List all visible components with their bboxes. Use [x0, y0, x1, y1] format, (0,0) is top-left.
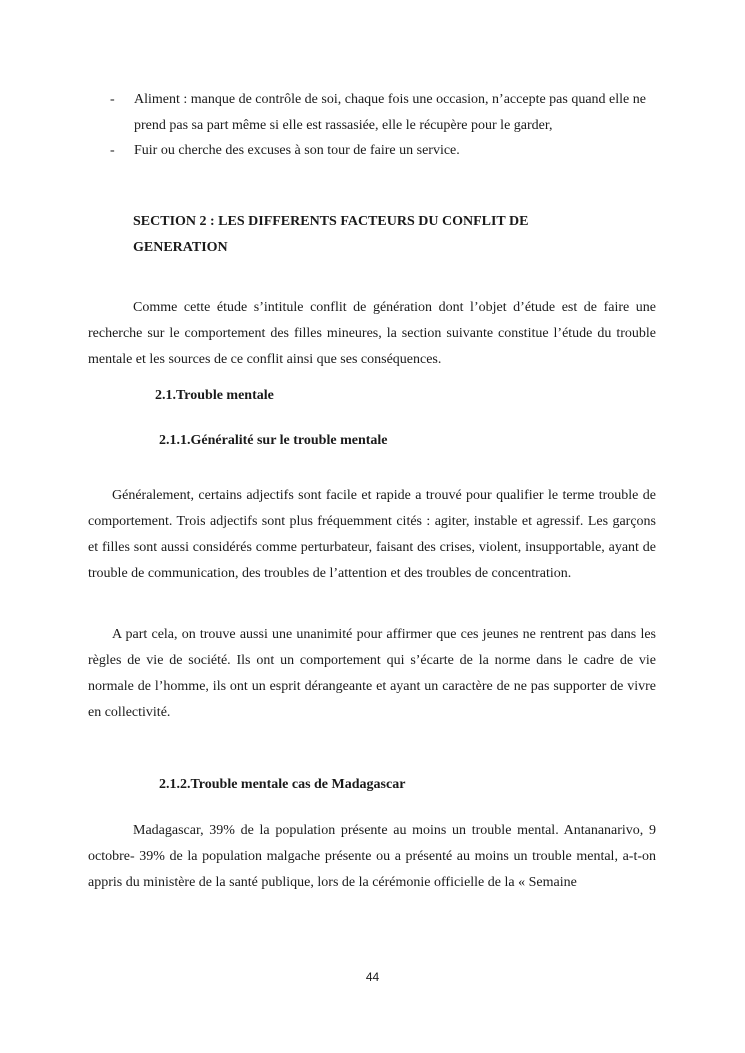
subsection-heading-2-1-2	[159, 772, 405, 798]
heading-number: 2.1.2.	[159, 777, 191, 792]
section-heading-line1: SECTION 2 : LES DIFFERENTS FACTEURS DU CONFLIT DE	[133, 214, 529, 229]
paragraph-generalite: Généralement, certains adjectifs sont facile et rapide a trouvé pour qualifier le terme trouble de comportement. Trois adjectifs sont plus fréquemment cités : agiter, instable et agressif. Les garçons et filles sont aussi considérés comme perturbateur, faisant des crises, violent, insupportable, ayant de trouble de communication, des troubles de l’attention et des troubles de concentration.	[88, 488, 656, 581]
paragraph-madagascar: Madagascar, 39% de la population présente au moins un trouble mental. Antananarivo, 9 octobre- 39% de la population malgache présente ou a présenté au moins un trouble mental, a-t-on appris du ministère de la santé publique, lors de la cérémonie officielle de la « Semaine	[88, 823, 656, 890]
heading-title: Trouble mentale cas de Madagascar	[190, 777, 406, 792]
subsection-heading-2-1: 2.1.Trouble mentale	[155, 388, 274, 403]
bullet-dash: -	[110, 143, 115, 158]
bullet-dash: -	[110, 92, 115, 107]
bullet-item-aliment	[110, 87, 660, 139]
bullet-item-fuir	[110, 138, 660, 164]
subsection-heading-2-1-1	[159, 428, 388, 454]
bullet-text: Fuir ou cherche des excuses à son tour de faire un service.	[134, 143, 460, 158]
heading-title: Généralité sur le trouble mentale	[190, 433, 388, 448]
page-number: 44	[365, 970, 380, 984]
paragraph-unanimite: A part cela, on trouve aussi une unanimité pour affirmer que ces jeunes ne rentrent pas dans les règles de vie de société. Ils ont un comportement qui s’écarte de la norme dans le cadre de vie normale de l’homme, ils ont un esprit dérangeante et ayant un caractère de ne pas supporter de vivre en collectivité.	[88, 627, 656, 720]
section-heading-line2: GENERATION	[133, 240, 228, 255]
intro-paragraph: Comme cette étude s’intitule conflit de génération dont l’objet d’étude est de faire une recherche sur le comportement des filles mineures, la section suivante constitue l’étude du trouble mentale et les sources de ce conflit ainsi que ses conséquences.	[88, 300, 656, 367]
section-heading	[133, 209, 653, 261]
bullet-text: Aliment : manque de contrôle de soi, chaque fois une occasion, n’accepte pas quand elle ne prend pas sa part même si elle est rassasiée, elle le récupère pour le garder,	[134, 92, 646, 133]
heading-number: 2.1.1.	[159, 433, 191, 448]
